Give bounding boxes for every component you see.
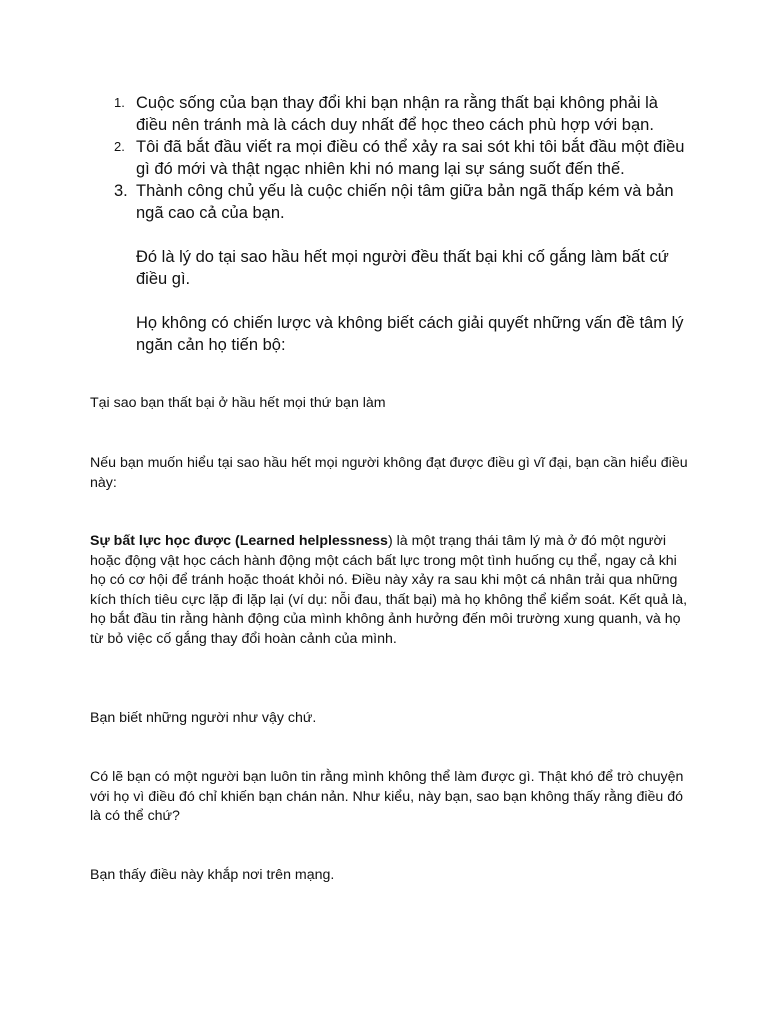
list-item (90, 92, 690, 136)
definition-text: ) là một trạng thái tâm lý mà ở đó một người hoặc động vật học cách hành động một cách bất lực trong một tình huống cụ thể, ngay cả khi họ có cơ hội để tránh hoặc thoát khỏi nó. Điều này xảy ra sau khi một cá nhân trải qua những kích thích tiêu cực lặp đi lặp lại (ví dụ: nỗi đau, thất bại) mà họ không thể kiểm soát. Kết quả là, họ bắt đầu tin rằng hành động của mình không ảnh hưởng đến môi trường xung quanh, và họ từ bỏ việc cố gắng thay đổi hoàn cảnh của mình. (90, 533, 688, 647)
list-continuation-paragraph: Đó là lý do tại sao hầu hết mọi người đều thất bại khi cố gắng làm bất cứ điều gì. (136, 248, 669, 288)
list-item (90, 136, 690, 180)
definition-paragraph (90, 532, 690, 649)
definition-term: Sự bất lực học được (Learned helplessness (90, 533, 388, 549)
intro-paragraph: Nếu bạn muốn hiểu tại sao hầu hết mọi người không đạt được điều gì vĩ đại, bạn cần hiểu điều này: (90, 455, 688, 491)
know-people-paragraph: Bạn biết những người như vậy chứ. (90, 710, 317, 726)
list-number: 2. (114, 139, 125, 154)
list-number: 1. (114, 95, 125, 110)
numbered-list (90, 92, 690, 356)
list-item-text: Tôi đã bắt đầu viết ra mọi điều có thể xảy ra sai sót khi tôi bắt đầu một điều gì đó mới và thật ngạc nhiên khi nó mang lại sự sáng suốt đến thế. (136, 138, 685, 178)
section-heading: Tại sao bạn thất bại ở hầu hết mọi thứ bạn làm (90, 395, 386, 411)
online-paragraph: Bạn thấy điều này khắp nơi trên mạng. (90, 867, 335, 883)
list-item-text: Thành công chủ yếu là cuộc chiến nội tâm giữa bản ngã thấp kém và bản ngã cao cả của bạn. (136, 182, 674, 222)
list-number: 3. (114, 182, 128, 200)
list-item (90, 180, 690, 224)
list-continuation-paragraph: Họ không có chiến lược và không biết cách giải quyết những vấn đề tâm lý ngăn cản họ tiến bộ: (136, 314, 684, 354)
friend-paragraph: Có lẽ bạn có một người bạn luôn tin rằng mình không thể làm được gì. Thật khó để trò chuyện với họ vì điều đó chỉ khiến bạn chán nản. Như kiểu, này bạn, sao bạn không thấy rằng điều đó là có thể chứ? (90, 769, 684, 824)
list-item-text: Cuộc sống của bạn thay đổi khi bạn nhận ra rằng thất bại không phải là điều nên tránh mà là cách duy nhất để học theo cách phù hợp với bạn. (136, 94, 658, 134)
